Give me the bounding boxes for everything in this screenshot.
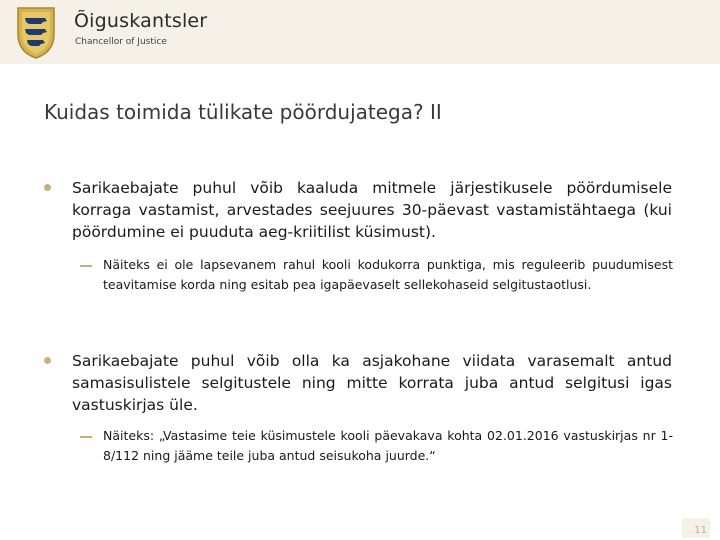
bullet-marker <box>44 357 51 364</box>
sub-bullet-text: Näiteks ei ole lapsevanem rahul kooli kodukorra punktiga, mis reguleerib puudumisest teavitamise korda ning esitab pea igapäevaselt sellekohaseid selgitustaotlusi. <box>103 257 673 292</box>
page-number: 11 <box>694 525 707 536</box>
bullet-text: Sarikaebajate puhul võib olla ka asjakohane viidata varasemalt antud samasisulistele selgitustele ning mitte korrata juba antud selgitusi igas vastuskirjas üle. <box>72 352 672 414</box>
estonian-coat-of-arms-icon <box>12 4 60 60</box>
bullet-text: Sarikaebajate puhul võib kaaluda mitmele järjestikusele pöördumisele korraga vastamist, arvestades seejuures 30-päevast vastamistähtaega (kui pöördumine ei puuduta aeg-kriitilist küsimust). <box>72 179 672 241</box>
sub-bullet-text: Näiteks: „Vastasime teie küsimustele kooli päevakava kohta 02.01.2016 vastuskirjas nr 1-8/112 ning jääme teile juba antud seisukoha juurde.“ <box>103 428 673 463</box>
bullet-marker <box>44 184 51 191</box>
slide-title: Kuidas toimida tülikate pöördujatega? II <box>44 100 442 124</box>
sub-bullet-dash <box>80 265 92 267</box>
sub-bullet-dash <box>80 436 92 438</box>
org-name: Õiguskantsler <box>74 10 208 32</box>
org-subtitle: Chancellor of Justice <box>75 37 167 47</box>
